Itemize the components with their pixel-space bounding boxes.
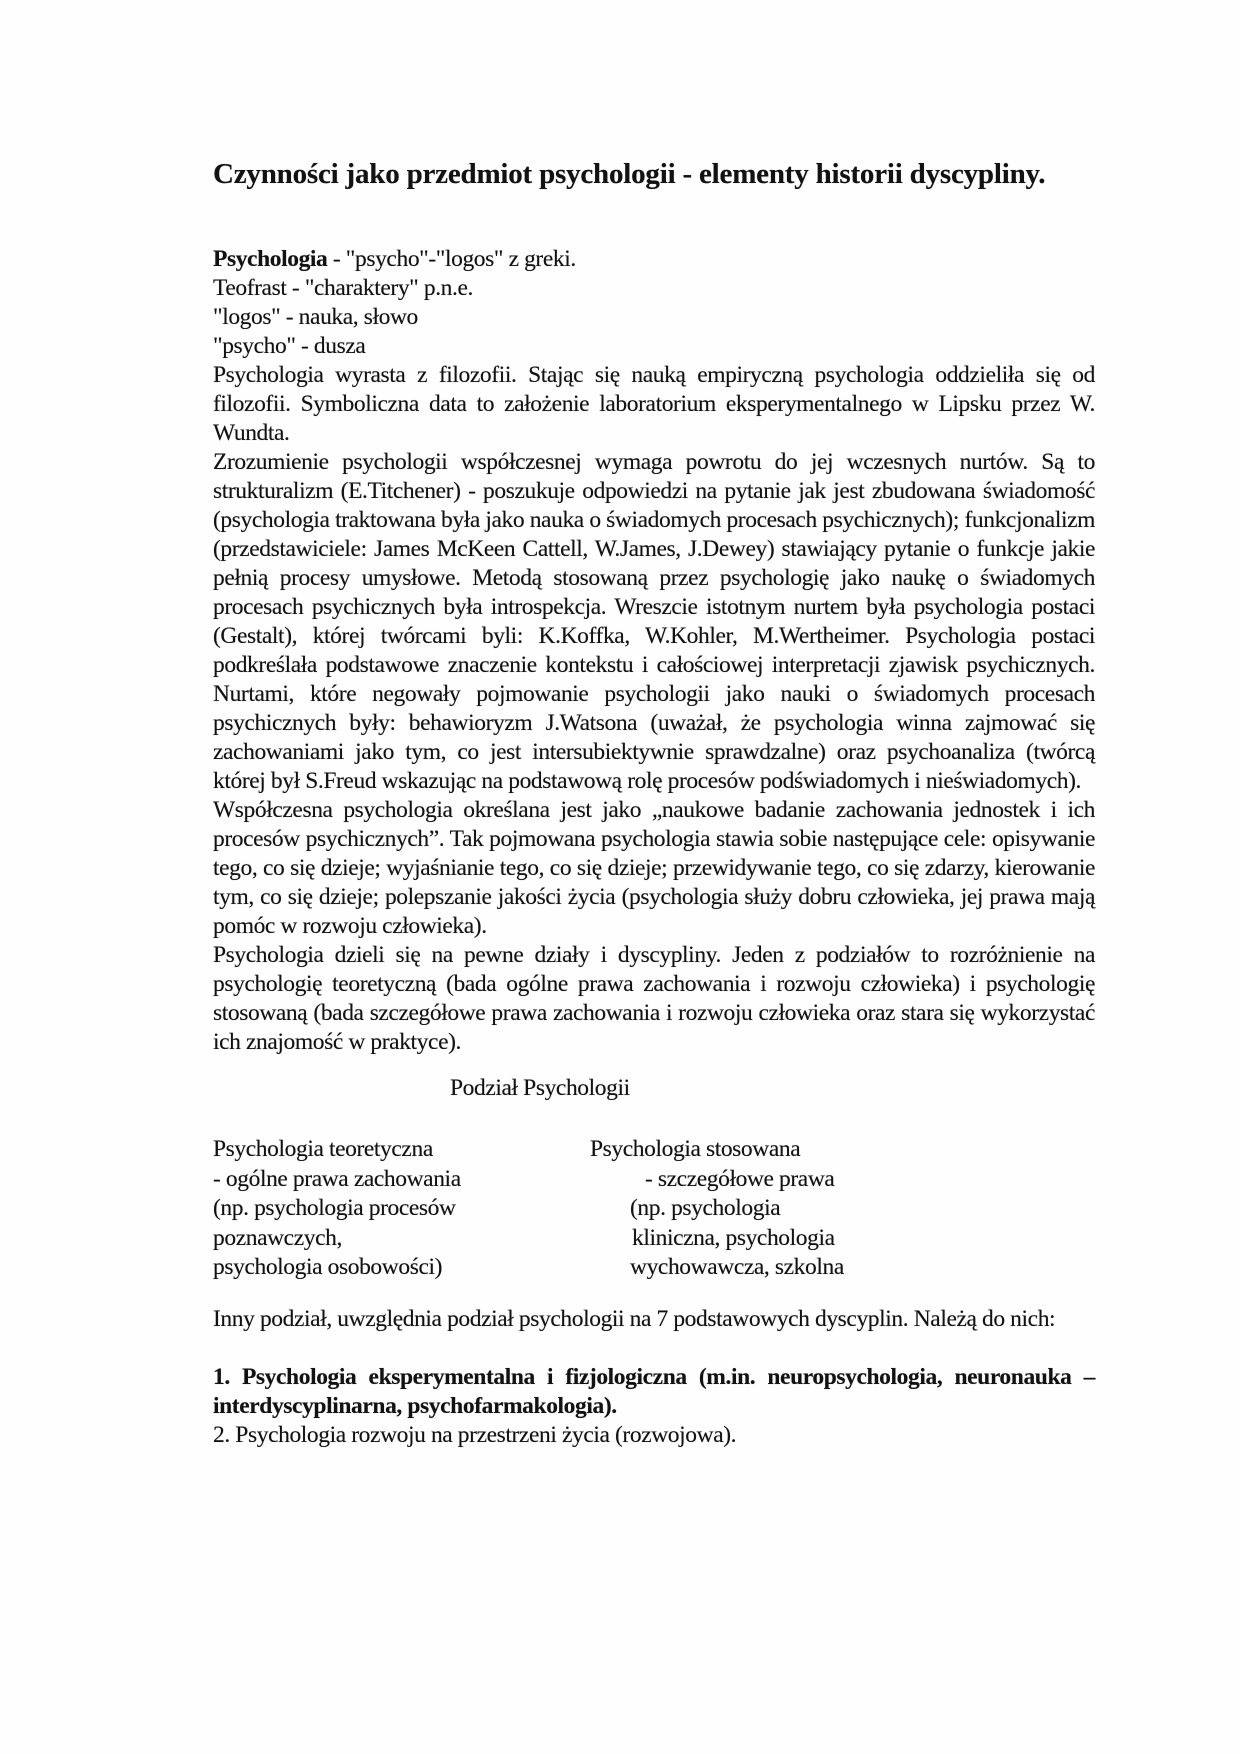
column-theoretical-line: psychologia osobowości) xyxy=(213,1254,443,1280)
definition-term: Psychologia xyxy=(213,246,328,272)
column-applied-line: wychowawcza, szkolna xyxy=(630,1254,844,1280)
paragraph-early-schools: Zrozumienie psychologii współczesnej wymaga powrotu do jej wczesnych nurtów. Są to strukturalizm (E.Titchener) - poszukuje odpowiedzi na pytanie jak jest zbudowana świadomość (psychologia traktowana była jako nauka o świadomych procesach psychicznych); funkcjonalizm (przedstawiciele: James McKeen Cattell, W.James, J.Dewey) stawiający pytanie o funkcje jakie pełnią procesy umysłowe. Metodą stosowaną przez psychologię jako naukę o świadomych procesach psychicznych była introspekcja. Wreszcie istotnym nurtem była psychologia postaci (Gestalt), której twórcami byli: K.Koffka, W.Kohler, M.Wertheimer. Psychologia postaci podkreślała podstawowe znaczenie kontekstu i całościowej interpretacji zjawisk psychicznych. Nurtami, które negowały pojmowanie psychologii jako nauki o świadomych procesach psychicznych były: behawioryzm J.Watsona (uważał, że psychologia winna zajmować się zachowaniami jako tym, co jest intersubiektywnie sprawdzalne) oraz psychoanaliza (twórcą której był S.Freud wskazując na podstawową rolę procesów podświadomych i nieświadomych). xyxy=(213,449,1095,794)
column-theoretical-line: poznawczych, xyxy=(213,1224,342,1251)
definition-psychologia xyxy=(213,245,1095,274)
definitions-block xyxy=(213,245,1095,361)
column-applied xyxy=(590,1135,844,1283)
column-applied-line: (np. psychologia xyxy=(630,1195,781,1221)
column-theoretical xyxy=(213,1135,590,1283)
definition-term-rest: - "psycho"-"logos" z greki. xyxy=(327,246,576,272)
paragraph-theoretical-applied: Psychologia dzieli się na pewne działy i dyscypliny. Jeden z podziałów to rozróżnienie na psychologię teoretyczną (bada ogólne prawa zachowania i rozwoju człowieka) i psychologię stosowaną (bada szczegółowe prawa zachowania i rozwoju człowieka oraz stara się wykorzystać ich znajomość w praktyce). xyxy=(213,942,1095,1055)
column-theoretical-line: - ogólne prawa zachowania xyxy=(213,1165,461,1192)
column-applied-line: kliniczna, psychologia xyxy=(632,1224,835,1251)
column-theoretical-line: (np. psychologia procesów xyxy=(213,1195,456,1221)
discipline-item-2: 2. Psychologia rozwoju na przestrzeni życia (rozwojowa). xyxy=(213,1421,737,1448)
division-note: Inny podział, uwzględnia podział psychologii na 7 podstawowych dyscyplin. Należą do nich: xyxy=(213,1305,1056,1332)
paragraph-modern-definition: Współczesna psychologia określana jest jako „naukowe badanie zachowania jednostek i ich procesów psychicznych”. Tak pojmowana psychologia stawia sobie następujące cele: opisywanie tego, co się dzieje; wyjaśnianie tego, co się dzieje; przewidywanie tego, co się zdarzy, kierowanie tym, co się dzieje; polepszanie jakości życia (psychologia służy dobru człowieka, jej prawa mają pomóc w rozwoju człowieka). xyxy=(213,797,1095,939)
definition-logos: "logos" - nauka, słowo xyxy=(213,304,418,330)
text-column xyxy=(213,153,1095,1450)
column-theoretical-title: Psychologia teoretyczna xyxy=(213,1136,433,1162)
disciplines-list xyxy=(213,1363,1095,1450)
definition-teofrast: Teofrast - "charaktery" p.n.e. xyxy=(213,275,473,301)
paragraph-origins: Psychologia wyrasta z filozofii. Stając się nauką empiryczną psychologia oddzieliła się od filozofii. Symboliczna data to założenie laboratorium eksperymentalnego w Lipsku przez W. Wundta. xyxy=(213,362,1095,446)
psychology-division-columns xyxy=(213,1135,1095,1283)
definition-psycho: "psycho" - dusza xyxy=(213,333,366,359)
column-applied-line: - szczegółowe prawa xyxy=(645,1165,835,1192)
column-applied-title: Psychologia stosowana xyxy=(590,1136,801,1162)
section-heading: Podział Psychologii xyxy=(450,1075,630,1101)
document-title: Czynności jako przedmiot psychologii - elementy historii dyscypliny. xyxy=(213,158,1046,190)
discipline-item-1: 1. Psychologia eksperymentalna i fizjologiczna (m.in. neuropsychologia, neuronauka – interdyscyplinarna, psychofarmakologia). xyxy=(213,1363,1095,1419)
